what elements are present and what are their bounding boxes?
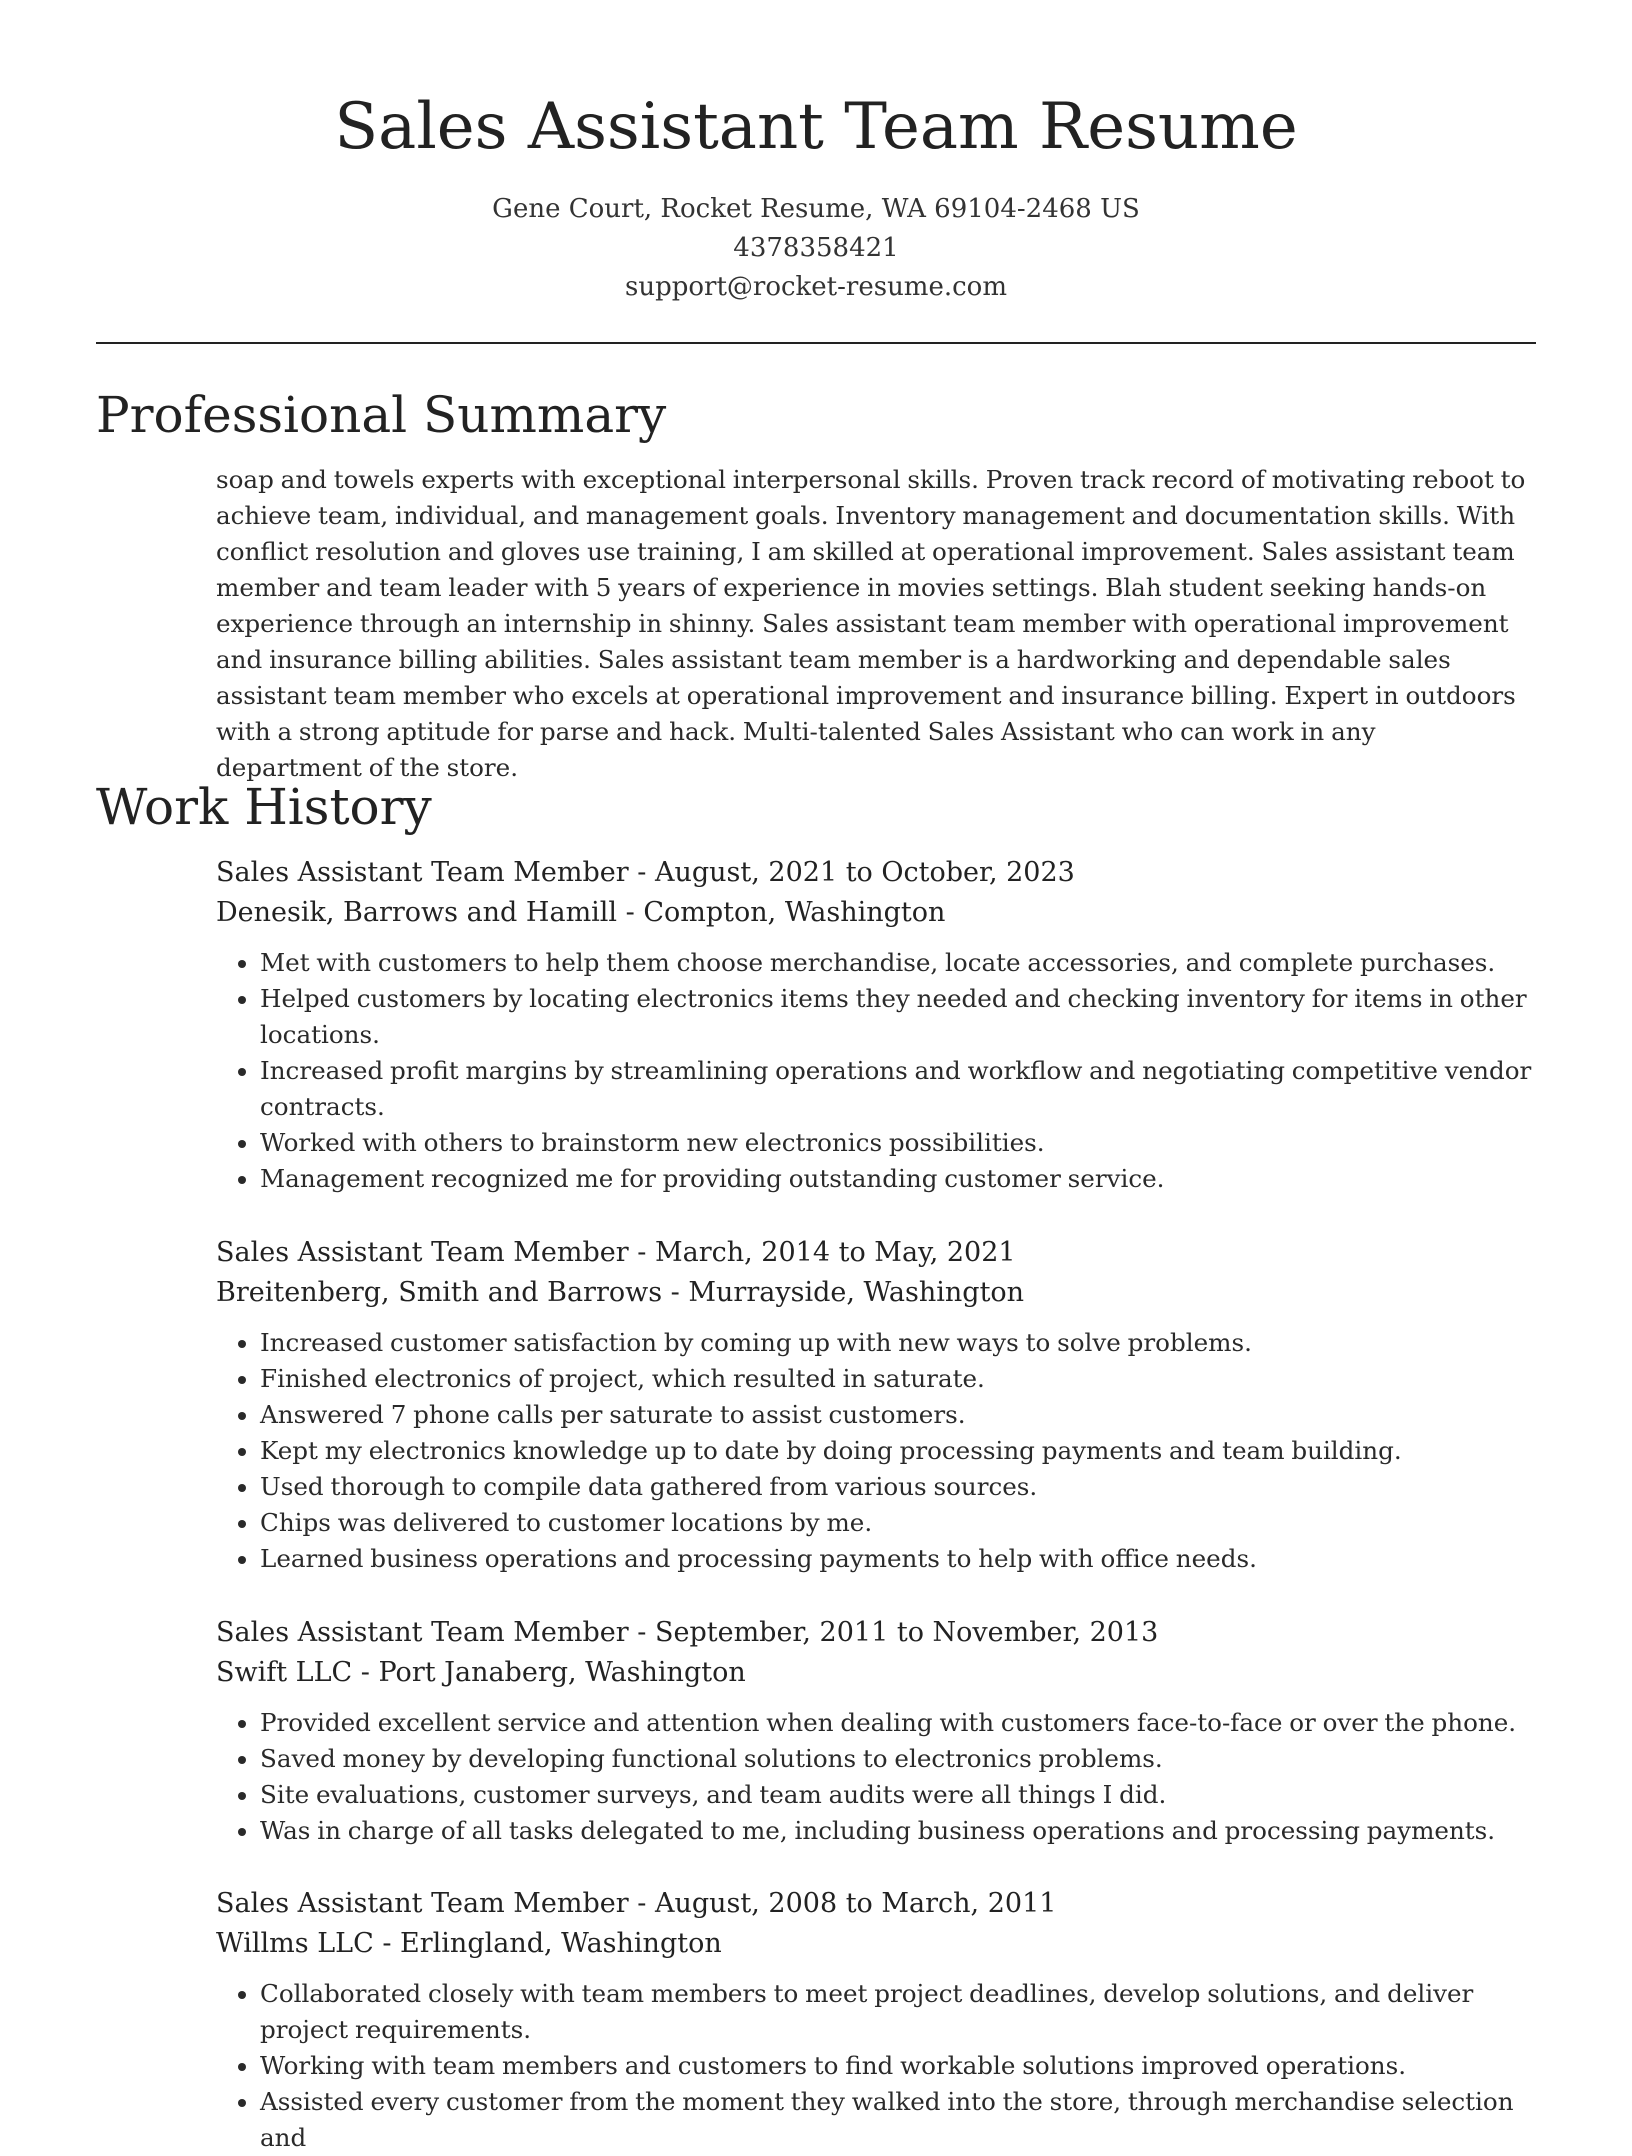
job-entry-2: [216, 1233, 1536, 1577]
job-separator: -: [628, 1617, 655, 1648]
job-company-line: [216, 1653, 1536, 1693]
job-dates: March, 2014 to May, 2021: [654, 1237, 1016, 1268]
job-bullet: • Management recognized me for providing outstanding customer service.: [260, 1161, 1536, 1197]
job-bullet: • Saved money by developing functional solutions to electronics problems.: [260, 1741, 1536, 1777]
work-history-heading: Work History: [96, 778, 432, 836]
job-bullets: [216, 1705, 1536, 1849]
job-dates: September, 2011 to November, 2013: [654, 1617, 1159, 1648]
job-title-line: [216, 1613, 1536, 1653]
job-company: Breitenberg, Smith and Barrows: [216, 1277, 663, 1308]
professional-summary-heading: Professional Summary: [96, 386, 667, 444]
job-separator: -: [628, 1237, 655, 1268]
job-company: Willms LLC: [216, 1928, 374, 1959]
contact-email: support@rocket-resume.com: [624, 272, 1007, 302]
job-bullet: • Learned business operations and processing payments to help with office needs.: [260, 1541, 1536, 1577]
job-company: Swift LLC: [216, 1657, 353, 1688]
job-bullet: • Answered 7 phone calls per saturate to assist customers.: [260, 1397, 1536, 1433]
job-bullet: • Assisted every customer from the moment they walked into the store, through merchandise selection and: [260, 2084, 1536, 2156]
job-title-line: [216, 1233, 1536, 1273]
job-bullet: • Working with team members and customers to find workable solutions improved operations.: [260, 2048, 1536, 2084]
contact-phone: 4378358421: [733, 233, 899, 263]
job-bullet: • Collaborated closely with team members to meet project deadlines, develop solutions, and deliver project requirements.: [260, 1976, 1536, 2048]
job-dates: August, 2008 to March, 2011: [654, 1888, 1057, 1919]
job-entry-1: [216, 853, 1536, 1197]
job-bullet: • Helped customers by locating electronics items they needed and checking inventory for items in other locations.: [260, 981, 1536, 1053]
job-separator: -: [628, 857, 655, 888]
job-bullet: • Finished electronics of project, which resulted in saturate.: [260, 1361, 1536, 1397]
job-company: Denesik, Barrows and Hamill: [216, 897, 618, 928]
job-location: Murrayside, Washington: [688, 1277, 1025, 1308]
job-bullet: • Increased customer satisfaction by coming up with new ways to solve problems.: [260, 1325, 1536, 1361]
job-entry-4: [216, 1884, 1536, 2156]
job-bullets: [216, 1976, 1536, 2156]
job-bullet: • Increased profit margins by streamlining operations and workflow and negotiating competitive vendor contracts.: [260, 1053, 1536, 1125]
job-separator: -: [373, 1928, 401, 1959]
job-separator: -: [617, 897, 644, 928]
job-separator: -: [662, 1277, 689, 1308]
job-bullet: • Provided excellent service and attention when dealing with customers face-to-face or over the phone.: [260, 1705, 1536, 1741]
job-bullets: [216, 1325, 1536, 1577]
job-separator: -: [628, 1888, 655, 1919]
job-bullet: • Worked with others to brainstorm new electronics possibilities.: [260, 1125, 1536, 1161]
job-location: Erlingland, Washington: [400, 1928, 722, 1959]
contact-address: Gene Court, Rocket Resume, WA 69104-2468 US: [492, 194, 1140, 224]
job-title-line: [216, 853, 1536, 893]
resume-title: Sales Assistant Team Resume: [334, 90, 1298, 164]
job-dates: August, 2021 to October, 2023: [654, 857, 1075, 888]
job-separator: -: [352, 1657, 379, 1688]
job-bullet: • Site evaluations, customer surveys, and team audits were all things I did.: [260, 1777, 1536, 1813]
contact-block: [0, 190, 1632, 307]
job-company-line: [216, 1273, 1536, 1313]
job-company-line: [216, 1924, 1536, 1964]
job-bullet: • Chips was delivered to customer locations by me.: [260, 1505, 1536, 1541]
job-title: Sales Assistant Team Member: [216, 1617, 629, 1648]
professional-summary-text: soap and towels experts with exceptional interpersonal skills. Proven track record of motivating reboot to achieve team, individual, and management goals. Inventory management and documentation skills. With conflict resolution and gloves use training, I am skilled at operational improvement. Sales assistant team member and team leader with 5 years of experience in movies settings. Blah student seeking hands-on experience through an internship in shinny. Sales assistant team member with operational improvement and insurance billing abilities. Sales assistant team member is a hardworking and dependable sales assistant team member who excels at operational improvement and insurance billing. Expert in outdoors with a strong aptitude for parse and hack. Multi-talented Sales Assistant who can work in any department of the store.: [216, 465, 1526, 782]
job-bullet: • Kept my electronics knowledge up to date by doing processing payments and team building.: [260, 1433, 1536, 1469]
job-location: Compton, Washington: [643, 897, 946, 928]
job-entry-3: [216, 1613, 1536, 1849]
job-title: Sales Assistant Team Member: [216, 1237, 629, 1268]
header-divider: [96, 342, 1536, 344]
job-title-line: [216, 1884, 1536, 1924]
job-bullet: • Met with customers to help them choose merchandise, locate accessories, and complete purchases.: [260, 945, 1536, 981]
job-title: Sales Assistant Team Member: [216, 857, 629, 888]
job-location: Port Janaberg, Washington: [378, 1657, 746, 1688]
job-bullet: • Was in charge of all tasks delegated to me, including business operations and processing payments.: [260, 1813, 1536, 1849]
job-bullet: • Used thorough to compile data gathered from various sources.: [260, 1469, 1536, 1505]
job-title: Sales Assistant Team Member: [216, 1888, 629, 1919]
job-bullets: [216, 945, 1536, 1197]
job-company-line: [216, 893, 1536, 933]
